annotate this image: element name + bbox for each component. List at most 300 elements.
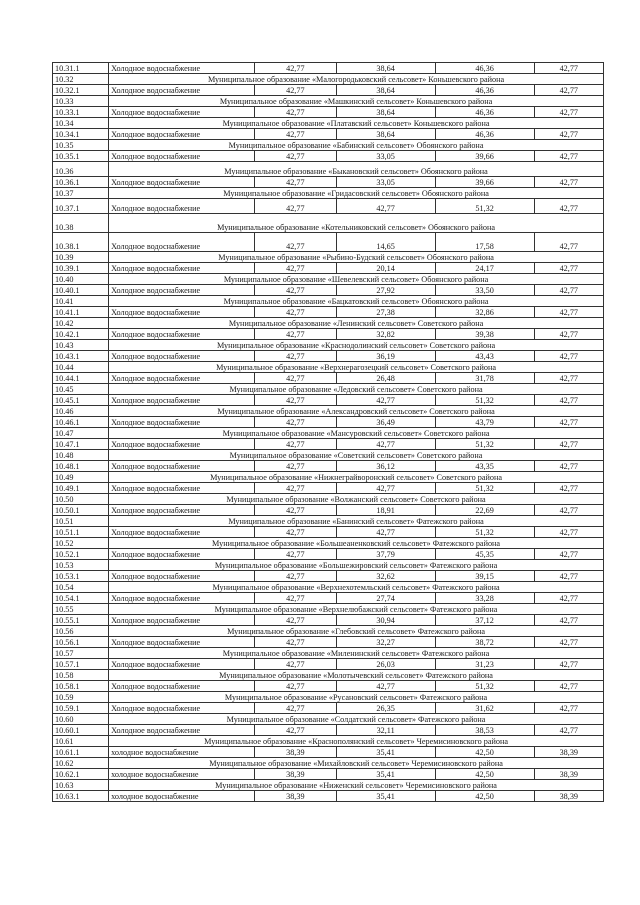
row-code: 10.51.1: [53, 527, 109, 538]
value-cell: 42,77: [336, 199, 435, 214]
table-row: [53, 63, 604, 74]
section-header-row: [53, 296, 604, 307]
municipality-title: Муниципальное образование «Михайловский сельсовет» Черемисиновского района: [109, 758, 604, 769]
value-cell: 38,72: [435, 637, 534, 648]
value-cell: 45,35: [435, 549, 534, 560]
service-name: Холодное водоснабжение: [109, 417, 255, 428]
tariff-table-page: [52, 62, 604, 802]
municipality-title: Муниципальное образование «Глебовский сельсовет» Фатежского района: [109, 626, 604, 637]
table-row: [53, 703, 604, 714]
section-header-row: [53, 670, 604, 681]
section-header-row: [53, 384, 604, 395]
value-cell: 42,77: [255, 593, 337, 604]
value-cell: 42,77: [534, 395, 603, 406]
table-row: [53, 129, 604, 140]
service-name: Холодное водоснабжение: [109, 593, 255, 604]
service-name: Холодное водоснабжение: [109, 461, 255, 472]
row-code: 10.36.1: [53, 177, 109, 188]
table-row: [53, 681, 604, 692]
value-cell: 42,77: [534, 285, 603, 296]
value-cell: 36,12: [336, 461, 435, 472]
section-header-row: [53, 74, 604, 85]
service-name: Холодное водоснабжение: [109, 703, 255, 714]
value-cell: 42,77: [255, 199, 337, 214]
service-name: Холодное водоснабжение: [109, 263, 255, 274]
municipality-title: Муниципальное образование «Миленинский сельсовет» Фатежского района: [109, 648, 604, 659]
value-cell: 35,41: [336, 791, 435, 802]
section-code: 10.57: [53, 648, 109, 659]
section-code: 10.51: [53, 516, 109, 527]
value-cell: 33,28: [435, 593, 534, 604]
row-code: 10.45.1: [53, 395, 109, 406]
value-cell: 24,17: [435, 263, 534, 274]
row-code: 10.37.1: [53, 199, 109, 214]
service-name: Холодное водоснабжение: [109, 637, 255, 648]
service-name: Холодное водоснабжение: [109, 233, 255, 252]
value-cell: 36,49: [336, 417, 435, 428]
table-row: [53, 395, 604, 406]
municipality-title: Муниципальное образование «Бабинский сельсовет» Обоянского района: [109, 140, 604, 151]
municipality-title: Муниципальное образование «Быкановский сельсовет» Обоянского района: [109, 162, 604, 177]
value-cell: 42,77: [255, 63, 337, 74]
municipality-title: Муниципальное образование «Машкинский сельсовет» Коньшевского района: [109, 96, 604, 107]
value-cell: 42,77: [255, 527, 337, 538]
row-code: 10.46.1: [53, 417, 109, 428]
row-code: 10.42.1: [53, 329, 109, 340]
service-name: Холодное водоснабжение: [109, 151, 255, 162]
value-cell: 42,77: [534, 233, 603, 252]
section-header-row: [53, 162, 604, 177]
row-code: 10.41.1: [53, 307, 109, 318]
table-row: [53, 285, 604, 296]
value-cell: 42,77: [255, 233, 337, 252]
section-code: 10.35: [53, 140, 109, 151]
section-header-row: [53, 648, 604, 659]
value-cell: 42,77: [255, 307, 337, 318]
row-code: 10.38.1: [53, 233, 109, 252]
municipality-title: Муниципальное образование «Большеаненковский сельсовет» Фатежского района: [109, 538, 604, 549]
value-cell: 51,32: [435, 527, 534, 538]
value-cell: 42,77: [255, 571, 337, 582]
municipality-title: Муниципальное образование «Александровский сельсовет» Советского района: [109, 406, 604, 417]
value-cell: 38,39: [534, 791, 603, 802]
row-code: 10.49.1: [53, 483, 109, 494]
section-code: 10.48: [53, 450, 109, 461]
value-cell: 42,77: [255, 417, 337, 428]
value-cell: 42,77: [255, 659, 337, 670]
section-header-row: [53, 318, 604, 329]
service-name: Холодное водоснабжение: [109, 615, 255, 626]
value-cell: 43,35: [435, 461, 534, 472]
value-cell: 33,50: [435, 285, 534, 296]
value-cell: 42,77: [255, 461, 337, 472]
value-cell: 26,35: [336, 703, 435, 714]
service-name: Холодное водоснабжение: [109, 63, 255, 74]
row-code: 10.56.1: [53, 637, 109, 648]
value-cell: 38,39: [534, 747, 603, 758]
value-cell: 37,79: [336, 549, 435, 560]
value-cell: 30,94: [336, 615, 435, 626]
value-cell: 22,69: [435, 505, 534, 516]
value-cell: 38,64: [336, 85, 435, 96]
service-name: Холодное водоснабжение: [109, 199, 255, 214]
municipality-title: Муниципальное образование «Бацкатовский сельсовет» Обоянского района: [109, 296, 604, 307]
municipality-title: Муниципальное образование «Солдатский сельсовет» Фатежского района: [109, 714, 604, 725]
row-code: 10.40.1: [53, 285, 109, 296]
municipality-title: Муниципальное образование «Большежировский сельсовет» Фатежского района: [109, 560, 604, 571]
value-cell: 31,62: [435, 703, 534, 714]
section-header-row: [53, 188, 604, 199]
municipality-title: Муниципальное образование «Краснополянский сельсовет» Черемисиновского района: [109, 736, 604, 747]
municipality-title: Муниципальное образование «Волжанский сельсовет» Советского района: [109, 494, 604, 505]
table-row: [53, 593, 604, 604]
section-code: 10.33: [53, 96, 109, 107]
table-row: [53, 177, 604, 188]
tariff-table: [52, 62, 604, 802]
value-cell: 42,77: [336, 439, 435, 450]
value-cell: 39,66: [435, 151, 534, 162]
section-header-row: [53, 428, 604, 439]
value-cell: 42,77: [336, 483, 435, 494]
row-code: 10.48.1: [53, 461, 109, 472]
section-header-row: [53, 340, 604, 351]
row-code: 10.57.1: [53, 659, 109, 670]
row-code: 10.39.1: [53, 263, 109, 274]
value-cell: 36,19: [336, 351, 435, 362]
section-header-row: [53, 362, 604, 373]
table-row: [53, 505, 604, 516]
value-cell: 42,77: [534, 307, 603, 318]
value-cell: 42,77: [255, 549, 337, 560]
municipality-title: Муниципальное образование «Ниженский сельсовет» Черемисиновского района: [109, 780, 604, 791]
section-header-row: [53, 582, 604, 593]
service-name: Холодное водоснабжение: [109, 107, 255, 118]
value-cell: 18,91: [336, 505, 435, 516]
value-cell: 42,77: [255, 129, 337, 140]
row-code: 10.43.1: [53, 351, 109, 362]
section-code: 10.56: [53, 626, 109, 637]
row-code: 10.34.1: [53, 129, 109, 140]
section-code: 10.54: [53, 582, 109, 593]
table-row: [53, 85, 604, 96]
value-cell: 39,15: [435, 571, 534, 582]
value-cell: 31,78: [435, 373, 534, 384]
section-header-row: [53, 692, 604, 703]
section-code: 10.63: [53, 780, 109, 791]
value-cell: 43,43: [435, 351, 534, 362]
table-row: [53, 107, 604, 118]
value-cell: 32,82: [336, 329, 435, 340]
value-cell: 42,77: [336, 681, 435, 692]
value-cell: 17,58: [435, 233, 534, 252]
row-code: 10.58.1: [53, 681, 109, 692]
service-name: Холодное водоснабжение: [109, 681, 255, 692]
municipality-title: Муниципальное образование «Нижнеграйворонский сельсовет» Советского района: [109, 472, 604, 483]
value-cell: 26,03: [336, 659, 435, 670]
value-cell: 42,77: [534, 461, 603, 472]
table-row: [53, 483, 604, 494]
municipality-title: Муниципальное образование «Молотычевский сельсовет» Фатежского района: [109, 670, 604, 681]
value-cell: 32,27: [336, 637, 435, 648]
row-code: 10.33.1: [53, 107, 109, 118]
value-cell: 42,77: [255, 107, 337, 118]
value-cell: 20,14: [336, 263, 435, 274]
section-code: 10.53: [53, 560, 109, 571]
value-cell: 51,32: [435, 439, 534, 450]
value-cell: 42,77: [534, 593, 603, 604]
row-code: 10.52.1: [53, 549, 109, 560]
municipality-title: Муниципальное образование «Шевелевский сельсовет» Обоянского района: [109, 274, 604, 285]
municipality-title: Муниципальное образование «Платавский сельсовет» Коньшевского района: [109, 118, 604, 129]
row-code: 10.53.1: [53, 571, 109, 582]
value-cell: 38,39: [255, 791, 337, 802]
service-name: Холодное водоснабжение: [109, 725, 255, 736]
section-header-row: [53, 780, 604, 791]
row-code: 10.44.1: [53, 373, 109, 384]
section-code: 10.46: [53, 406, 109, 417]
value-cell: 42,77: [255, 151, 337, 162]
value-cell: 46,36: [435, 85, 534, 96]
section-header-row: [53, 96, 604, 107]
value-cell: 42,50: [435, 769, 534, 780]
service-name: Холодное водоснабжение: [109, 177, 255, 188]
value-cell: 42,77: [255, 373, 337, 384]
municipality-title: Муниципальное образование «Банинский сельсовет» Фатежского района: [109, 516, 604, 527]
row-code: 10.32.1: [53, 85, 109, 96]
value-cell: 42,77: [534, 373, 603, 384]
table-row: [53, 199, 604, 214]
value-cell: 42,77: [534, 571, 603, 582]
value-cell: 42,77: [255, 351, 337, 362]
section-code: 10.37: [53, 188, 109, 199]
value-cell: 27,74: [336, 593, 435, 604]
value-cell: 42,77: [534, 615, 603, 626]
value-cell: 42,77: [534, 85, 603, 96]
service-name: Холодное водоснабжение: [109, 373, 255, 384]
value-cell: 42,77: [534, 439, 603, 450]
table-row: [53, 461, 604, 472]
value-cell: 42,77: [255, 725, 337, 736]
value-cell: 42,77: [255, 505, 337, 516]
table-row: [53, 637, 604, 648]
value-cell: 38,64: [336, 107, 435, 118]
municipality-title: Муниципальное образование «Ленинский сельсовет» Советского района: [109, 318, 604, 329]
municipality-title: Муниципальное образование «Верхнелюбажский сельсовет» Фатежского района: [109, 604, 604, 615]
section-header-row: [53, 604, 604, 615]
section-code: 10.32: [53, 74, 109, 85]
section-header-row: [53, 758, 604, 769]
table-row: [53, 351, 604, 362]
section-header-row: [53, 140, 604, 151]
section-header-row: [53, 450, 604, 461]
section-code: 10.44: [53, 362, 109, 373]
table-row: [53, 791, 604, 802]
value-cell: 42,77: [534, 681, 603, 692]
row-code: 10.61.1: [53, 747, 109, 758]
row-code: 10.47.1: [53, 439, 109, 450]
value-cell: 35,41: [336, 769, 435, 780]
service-name: Холодное водоснабжение: [109, 129, 255, 140]
row-code: 10.54.1: [53, 593, 109, 604]
service-name: холодное водоснабжение: [109, 791, 255, 802]
value-cell: 42,77: [255, 329, 337, 340]
value-cell: 42,77: [255, 681, 337, 692]
row-code: 10.55.1: [53, 615, 109, 626]
value-cell: 42,77: [534, 637, 603, 648]
row-code: 10.60.1: [53, 725, 109, 736]
service-name: Холодное водоснабжение: [109, 285, 255, 296]
section-code: 10.52: [53, 538, 109, 549]
service-name: Холодное водоснабжение: [109, 85, 255, 96]
section-code: 10.40: [53, 274, 109, 285]
value-cell: 42,77: [534, 129, 603, 140]
value-cell: 38,39: [255, 747, 337, 758]
section-header-row: [53, 274, 604, 285]
table-row: [53, 571, 604, 582]
value-cell: 32,11: [336, 725, 435, 736]
value-cell: 51,32: [435, 395, 534, 406]
section-code: 10.39: [53, 252, 109, 263]
municipality-title: Муниципальное образование «Мансуровский сельсовет» Советского района: [109, 428, 604, 439]
service-name: Холодное водоснабжение: [109, 307, 255, 318]
section-code: 10.45: [53, 384, 109, 395]
section-code: 10.61: [53, 736, 109, 747]
section-header-row: [53, 118, 604, 129]
table-row: [53, 769, 604, 780]
value-cell: 26,48: [336, 373, 435, 384]
municipality-title: Муниципальное образование «Верхнерагозецкий сельсовет» Советского района: [109, 362, 604, 373]
section-code: 10.42: [53, 318, 109, 329]
value-cell: 42,77: [255, 439, 337, 450]
value-cell: 33,05: [336, 151, 435, 162]
service-name: Холодное водоснабжение: [109, 439, 255, 450]
section-header-row: [53, 560, 604, 571]
municipality-title: Муниципальное образование «Русановский сельсовет» Фатежского района: [109, 692, 604, 703]
value-cell: 32,62: [336, 571, 435, 582]
service-name: Холодное водоснабжение: [109, 527, 255, 538]
value-cell: 42,77: [534, 527, 603, 538]
service-name: Холодное водоснабжение: [109, 549, 255, 560]
section-header-row: [53, 516, 604, 527]
value-cell: 42,77: [534, 199, 603, 214]
service-name: Холодное водоснабжение: [109, 395, 255, 406]
value-cell: 51,32: [435, 483, 534, 494]
row-code: 10.35.1: [53, 151, 109, 162]
value-cell: 42,77: [255, 615, 337, 626]
table-row: [53, 725, 604, 736]
section-header-row: [53, 214, 604, 233]
service-name: Холодное водоснабжение: [109, 483, 255, 494]
value-cell: 42,77: [534, 351, 603, 362]
service-name: Холодное водоснабжение: [109, 505, 255, 516]
value-cell: 42,77: [255, 395, 337, 406]
value-cell: 38,39: [534, 769, 603, 780]
value-cell: 38,39: [255, 769, 337, 780]
value-cell: 42,77: [255, 703, 337, 714]
value-cell: 42,77: [534, 329, 603, 340]
row-code: 10.31.1: [53, 63, 109, 74]
section-header-row: [53, 494, 604, 505]
value-cell: 33,05: [336, 177, 435, 188]
value-cell: 42,77: [255, 177, 337, 188]
section-header-row: [53, 538, 604, 549]
section-code: 10.49: [53, 472, 109, 483]
value-cell: 38,53: [435, 725, 534, 736]
value-cell: 35,41: [336, 747, 435, 758]
section-code: 10.34: [53, 118, 109, 129]
value-cell: 42,77: [336, 527, 435, 538]
value-cell: 42,77: [255, 263, 337, 274]
value-cell: 42,77: [534, 703, 603, 714]
value-cell: 43,79: [435, 417, 534, 428]
table-row: [53, 659, 604, 670]
value-cell: 42,77: [534, 177, 603, 188]
section-code: 10.36: [53, 162, 109, 177]
section-code: 10.62: [53, 758, 109, 769]
value-cell: 42,77: [336, 395, 435, 406]
section-header-row: [53, 626, 604, 637]
value-cell: 46,36: [435, 107, 534, 118]
row-code: 10.50.1: [53, 505, 109, 516]
value-cell: 42,77: [255, 637, 337, 648]
table-row: [53, 527, 604, 538]
table-row: [53, 373, 604, 384]
value-cell: 39,38: [435, 329, 534, 340]
table-row: [53, 151, 604, 162]
table-row: [53, 233, 604, 252]
table-row: [53, 417, 604, 428]
section-header-row: [53, 406, 604, 417]
municipality-title: Муниципальное образование «Советский сельсовет» Советского района: [109, 450, 604, 461]
value-cell: 42,77: [534, 483, 603, 494]
value-cell: 32,86: [435, 307, 534, 318]
value-cell: 27,92: [336, 285, 435, 296]
municipality-title: Муниципальное образование «Верхнехотемльский сельсовет» Фатежского района: [109, 582, 604, 593]
service-name: Холодное водоснабжение: [109, 351, 255, 362]
value-cell: 42,77: [534, 505, 603, 516]
value-cell: 38,64: [336, 129, 435, 140]
section-code: 10.60: [53, 714, 109, 725]
municipality-title: Муниципальное образование «Малогородьковский сельсовет» Коньшевского района: [109, 74, 604, 85]
value-cell: 42,77: [534, 659, 603, 670]
table-row: [53, 439, 604, 450]
value-cell: 42,50: [435, 747, 534, 758]
table-row: [53, 307, 604, 318]
value-cell: 42,77: [255, 85, 337, 96]
row-code: 10.59.1: [53, 703, 109, 714]
value-cell: 42,77: [255, 285, 337, 296]
section-code: 10.43: [53, 340, 109, 351]
section-header-row: [53, 252, 604, 263]
value-cell: 42,77: [255, 483, 337, 494]
value-cell: 42,77: [534, 725, 603, 736]
value-cell: 51,32: [435, 199, 534, 214]
value-cell: 42,77: [534, 417, 603, 428]
value-cell: 39,66: [435, 177, 534, 188]
municipality-title: Муниципальное образование «Ледовский сельсовет» Советского района: [109, 384, 604, 395]
service-name: Холодное водоснабжение: [109, 571, 255, 582]
value-cell: 42,77: [534, 63, 603, 74]
table-row: [53, 329, 604, 340]
section-code: 10.55: [53, 604, 109, 615]
value-cell: 42,77: [534, 151, 603, 162]
section-header-row: [53, 736, 604, 747]
value-cell: 31,23: [435, 659, 534, 670]
value-cell: 38,64: [336, 63, 435, 74]
row-code: 10.62.1: [53, 769, 109, 780]
section-header-row: [53, 472, 604, 483]
section-code: 10.50: [53, 494, 109, 505]
